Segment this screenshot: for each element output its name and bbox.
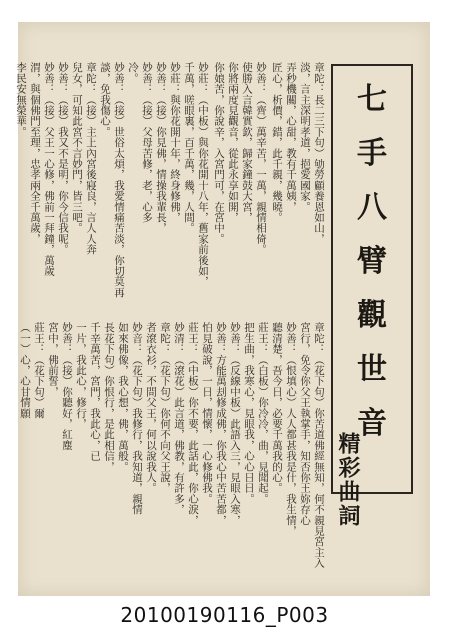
text-column: 妙善：（接）世俗太煩，我愛情痛苦淡，你切莫再 (113, 62, 125, 298)
text-column: 把生曲，我寒心，見眼我，心心日日。 (243, 322, 255, 504)
text-column: 妙善：（接）你聽好，紅塵 (61, 322, 73, 451)
text-column: 匠心，析價，錯，此千親，幾曉。 (271, 62, 283, 223)
text-column: 莊王：（花下句）爾 (33, 322, 45, 419)
title-char: 七 (357, 82, 387, 117)
text-column: 妙善：（接）我又不是明，你今信我呢。 (57, 62, 69, 255)
text-column: 渭，與個佛門至理，忠孝兩全千萬歲， (29, 62, 41, 244)
text-column: 兒女，可知此宮不言妙門，皆三吧。 (71, 62, 83, 234)
text-column: 宮行，免令你父王執掌手，知否你王妳存心 (299, 322, 311, 526)
text-column: 怕見破說，一日，情懷，一心修佛我。 (201, 322, 213, 504)
text-column: 你將兩度見觀音，從此永享如開， (227, 62, 239, 223)
title-frame (331, 64, 413, 494)
text-column: 莊王：（中板）你不要，此話此，你心淚， (187, 322, 199, 526)
text-column: 章陀：（花下句）你苦道佛經無知，何不親見宮主入 (313, 322, 325, 569)
scanned-leaflet (15, 22, 430, 596)
text-column: 妙音：（花下句）我修行，我知道，親情 (131, 322, 143, 515)
text-column: 章陀：（接）主上內宮後寢良，言人人奔 (85, 62, 97, 255)
text-column: 弄秒機關，心甜，教有千萬姨， (285, 62, 297, 212)
text-column: 聽清楚，吾今日，必要千萬我的心。 (271, 322, 283, 494)
title-char: 手 (357, 136, 387, 171)
text-column: 談，免我傷心。 (99, 62, 111, 137)
text-column: 妙善：（接）父王一心修，佛前一拜鐘，萬歲 (43, 62, 55, 276)
text-column: 千辛萬苦，宮門，我此心，已 (89, 322, 101, 462)
text-column: 一片，我此心，修行， (75, 322, 87, 429)
text-column: （一）心，心甘情願 (19, 322, 31, 419)
text-column: 如來佛像，我心想，佛，萬般。 (117, 322, 129, 472)
subtitle: 精彩曲詞 (335, 432, 360, 528)
text-column: 妙清：（滾花）此言道，佛教，有許多， (173, 322, 185, 515)
text-column: 李民安無榮華。 (15, 62, 27, 137)
text-column: 妙莊：與你花開十年，終身修佛， (169, 62, 181, 223)
title-char: 觀 (357, 298, 387, 333)
image-caption: 20100190116_P003 (120, 603, 329, 627)
text-column: 冷。 (127, 62, 139, 84)
text-column: 千萬，嗟眼裏，百千萬，幾，人間。 (183, 62, 195, 234)
text-column: 長花下句）你恨行，是此相信， (103, 322, 115, 472)
text-column: 淡，言主深明孝道，挹愛國家。 (299, 62, 311, 212)
text-column: 妙善：（反線中板）此語入三，見眼入寒， (229, 322, 241, 526)
text-column: 妙善：方能萬刦修成佛，你我心中苦苦都， (215, 322, 227, 526)
text-column: 者滾衣衫，不問父王，何以說我人。 (145, 322, 157, 494)
title-char: 八 (357, 190, 387, 225)
text-column: 莊王：（白板）你冷冷，曲，見聞起。 (257, 322, 269, 504)
title-char: 世 (357, 352, 387, 387)
text-column: 妙善：（恨填心）人人都甚我是什，我生情， (285, 322, 297, 536)
text-column: 你娘苦，你說辛，入宮門可，在宮中。 (213, 62, 225, 244)
title-char: 音 (357, 406, 387, 441)
text-column: 妙善：（接）父母苦修，老，心多 (141, 62, 153, 223)
text-column: 妙善：（接）你見佛，情操我輩長， (155, 62, 167, 234)
title-char: 臂 (357, 244, 387, 279)
text-column: 章陀：長二三下句）劬勞顧養恩如山， (313, 62, 325, 244)
text-column: 使勝入言韓實欽，歸家鐘鼓大宮， (241, 62, 253, 223)
text-column: 妙善：（齊）萬辛苦，一萬，親情相倚。 (255, 62, 267, 255)
text-column: 章陀：（花下句）你何不向父王說， (159, 322, 171, 494)
text-column: 宮中，佛前誓， (47, 322, 59, 397)
text-column: 妙莊：（中板）與你花開十八年，舊家前後如， (197, 62, 209, 287)
